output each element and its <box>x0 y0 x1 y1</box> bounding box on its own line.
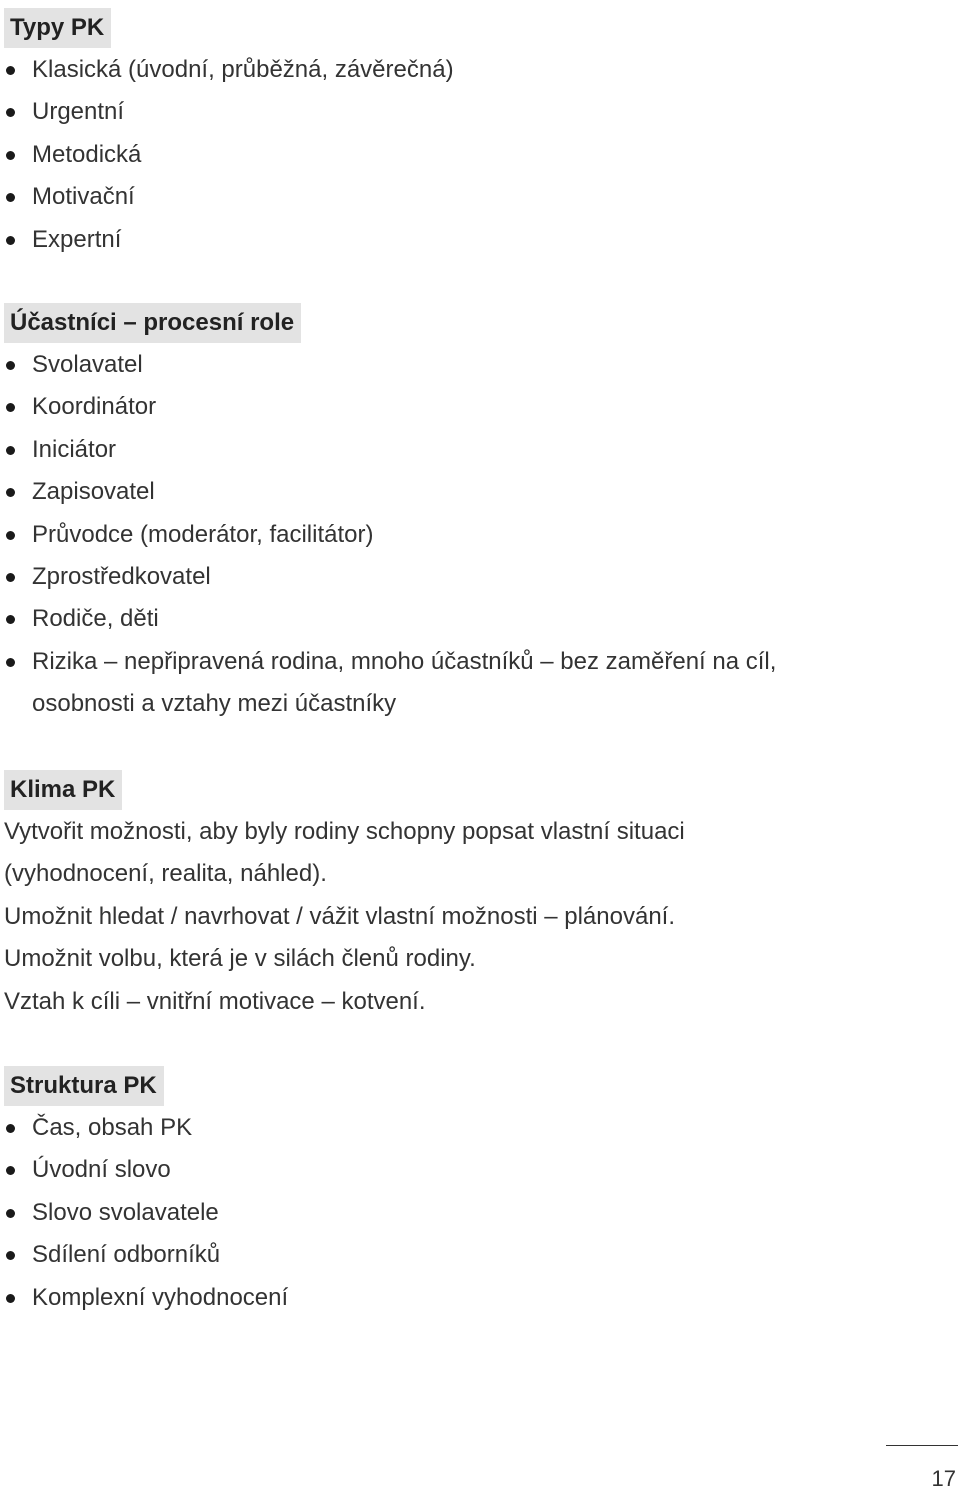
list-item-text: Expertní <box>32 225 122 253</box>
paragraph: Vytvořit možnosti, aby byly rodiny schopny popsat vlastní situaci (vyhodnocení, realita, náhled). <box>4 818 685 888</box>
section-struktura-pk <box>4 1066 904 1319</box>
list-item <box>4 91 904 133</box>
list-item <box>4 1107 904 1149</box>
list-item <box>4 134 904 176</box>
list-item <box>4 49 904 91</box>
list-item <box>4 1192 904 1234</box>
bullet-icon <box>6 1251 15 1260</box>
bullet-icon <box>6 446 15 455</box>
list-item <box>4 219 904 261</box>
list-item-text: Slovo svolavatele <box>32 1198 219 1226</box>
list-item-text: Rizika – nepřipravená rodina, mnoho účastníků – bez zaměření na cíl, osobnosti a vztahy mezi účastníky <box>32 647 777 718</box>
bullet-icon <box>6 193 15 202</box>
bullet-icon <box>6 531 15 540</box>
section-heading: Klima PK <box>4 770 122 810</box>
footer-divider <box>886 1445 958 1446</box>
bullet-icon <box>6 66 15 75</box>
list-item-text: Zprostředkovatel <box>32 563 211 591</box>
list-item-text: Klasická (úvodní, průběžná, závěrečná) <box>32 56 454 83</box>
list-item-text: Motivační <box>32 183 135 211</box>
paragraph: Umožnit volbu, která je v silách členů rodiny. <box>4 945 476 973</box>
bullet-icon <box>6 488 15 497</box>
list-item <box>4 471 904 513</box>
list-item <box>4 641 862 726</box>
bullet-icon <box>6 361 15 370</box>
bullet-icon <box>6 403 15 412</box>
bullet-list <box>4 49 904 261</box>
list-item <box>4 429 904 471</box>
list-item <box>4 1277 904 1319</box>
section-heading: Účastníci – procesní role <box>4 303 301 343</box>
list-item-text: Svolavatel <box>32 351 143 378</box>
list-item-text: Koordinátor <box>32 393 157 421</box>
list-item <box>4 514 904 556</box>
paragraph-block <box>4 811 804 1023</box>
page-number: 17 <box>931 1466 956 1491</box>
section-typy-pk <box>4 8 904 261</box>
list-item-text: Komplexní vyhodnocení <box>32 1283 289 1311</box>
list-item <box>4 386 904 428</box>
paragraph: Umožnit hledat / navrhovat / vážit vlastní možnosti – plánování. <box>4 902 676 930</box>
list-item-text: Úvodní slovo <box>32 1156 171 1184</box>
list-item <box>4 1234 904 1276</box>
list-item-text: Zapisovatel <box>32 478 155 506</box>
list-item-text: Urgentní <box>32 98 125 126</box>
list-item-text: Sdílení odborníků <box>32 1241 221 1269</box>
list-item-text: Iniciátor <box>32 435 117 463</box>
list-item <box>4 556 904 598</box>
list-item-text: Rodiče, děti <box>32 605 159 633</box>
section-ucastnici <box>4 303 904 726</box>
list-item <box>4 344 904 386</box>
section-heading: Struktura PK <box>4 1066 164 1106</box>
bullet-list <box>4 1107 904 1319</box>
section-heading: Typy PK <box>4 8 111 48</box>
bullet-icon <box>6 1209 15 1218</box>
list-item-text: Čas, obsah PK <box>32 1114 193 1141</box>
bullet-icon <box>6 1124 15 1133</box>
list-item-text: Průvodce (moderátor, facilitátor) <box>32 520 374 548</box>
bullet-icon <box>6 108 15 117</box>
bullet-icon <box>6 573 15 582</box>
bullet-icon <box>6 236 15 245</box>
bullet-icon <box>6 658 15 667</box>
bullet-icon <box>6 1166 15 1175</box>
bullet-icon <box>6 1294 15 1303</box>
list-item-text: Metodická <box>32 140 142 168</box>
list-item <box>4 1149 904 1191</box>
bullet-icon <box>6 615 15 624</box>
bullet-list <box>4 344 904 726</box>
list-item <box>4 176 904 218</box>
paragraph: Vztah k cíli – vnitřní motivace – kotvení. <box>4 987 426 1015</box>
list-item <box>4 598 904 640</box>
section-klima-pk <box>4 770 904 1023</box>
bullet-icon <box>6 151 15 160</box>
